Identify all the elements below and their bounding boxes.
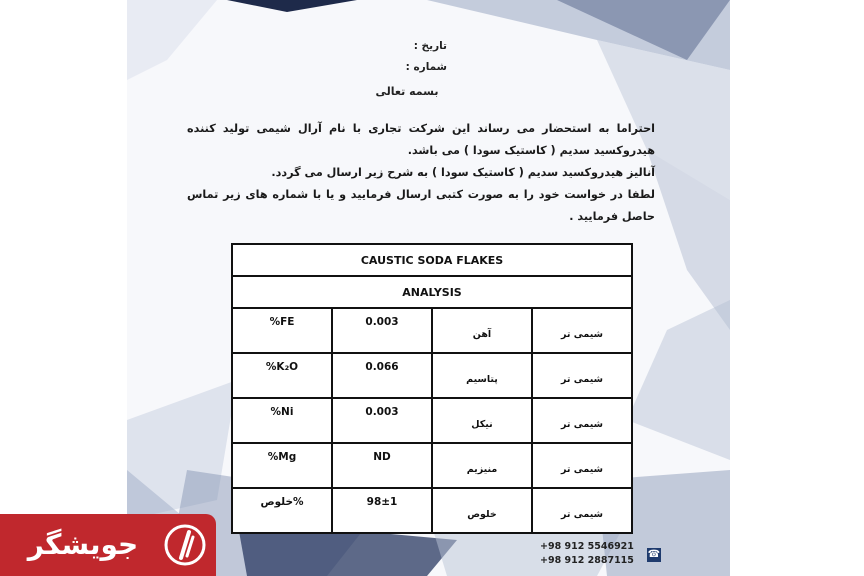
phone-number: +98 912 5546921	[540, 541, 634, 552]
grade-cell: شیمی تر	[532, 443, 632, 488]
table-title: CAUSTIC SODA FLAKES	[232, 244, 632, 276]
table-row	[232, 353, 632, 398]
grade-cell: شیمی تر	[532, 353, 632, 398]
table-subtitle: ANALYSIS	[232, 276, 632, 308]
value-cell: 0.066	[332, 353, 432, 398]
symbol-cell: %Mg	[232, 443, 332, 488]
value-cell: 98±1	[332, 488, 432, 533]
letter-line: لطفا در خواست خود را به صورت کتبی ارسال فرمایید و یا با شماره های زیر تماس	[187, 188, 655, 201]
letter-page	[127, 0, 730, 576]
letter-body	[187, 118, 655, 228]
grade-cell: شیمی تر	[532, 398, 632, 443]
element-name-cell: منیزیم	[432, 443, 532, 488]
element-name-cell: نیکل	[432, 398, 532, 443]
value-cell: 0.003	[332, 398, 432, 443]
table-row	[232, 308, 632, 353]
symbol-cell: %K₂O	[232, 353, 332, 398]
symbol-cell: خلوص%	[232, 488, 332, 533]
analysis-table	[231, 243, 633, 534]
letter-line: هیدروکسید سدیم ( کاستیک سودا ) می باشد.	[407, 144, 655, 157]
brand-name: جویشگر	[27, 528, 139, 561]
element-name-cell: خلوص	[432, 488, 532, 533]
table-row	[232, 488, 632, 533]
number-label: شماره :	[405, 61, 447, 73]
brand-mark-icon	[162, 523, 208, 567]
element-name-cell: پتاسیم	[432, 353, 532, 398]
letter-line: حاصل فرمایید .	[569, 210, 655, 223]
phone-number: +98 912 2887115	[540, 555, 634, 566]
letter-line: احتراما به استحضار می رساند این شرکت تجاری با نام آرال شیمی تولید کننده	[187, 122, 655, 135]
phone-icon: ☎	[647, 549, 661, 560]
table-row	[232, 398, 632, 443]
date-label: تاریخ :	[413, 40, 447, 52]
watermark-logo	[0, 514, 216, 576]
grade-cell: شیمی تر	[532, 488, 632, 533]
symbol-cell: %FE	[232, 308, 332, 353]
letter-line: آنالیز هیدروکسید سدیم ( کاستیک سودا ) به شرح زیر ارسال می گردد.	[271, 166, 655, 179]
grade-cell: شیمی تر	[532, 308, 632, 353]
value-cell: 0.003	[332, 308, 432, 353]
value-cell: ND	[332, 443, 432, 488]
table-row	[232, 443, 632, 488]
bismillah-heading: بسمه تعالی	[375, 85, 439, 98]
element-name-cell: آهن	[432, 308, 532, 353]
contact-phones	[540, 540, 640, 568]
symbol-cell: %Ni	[232, 398, 332, 443]
